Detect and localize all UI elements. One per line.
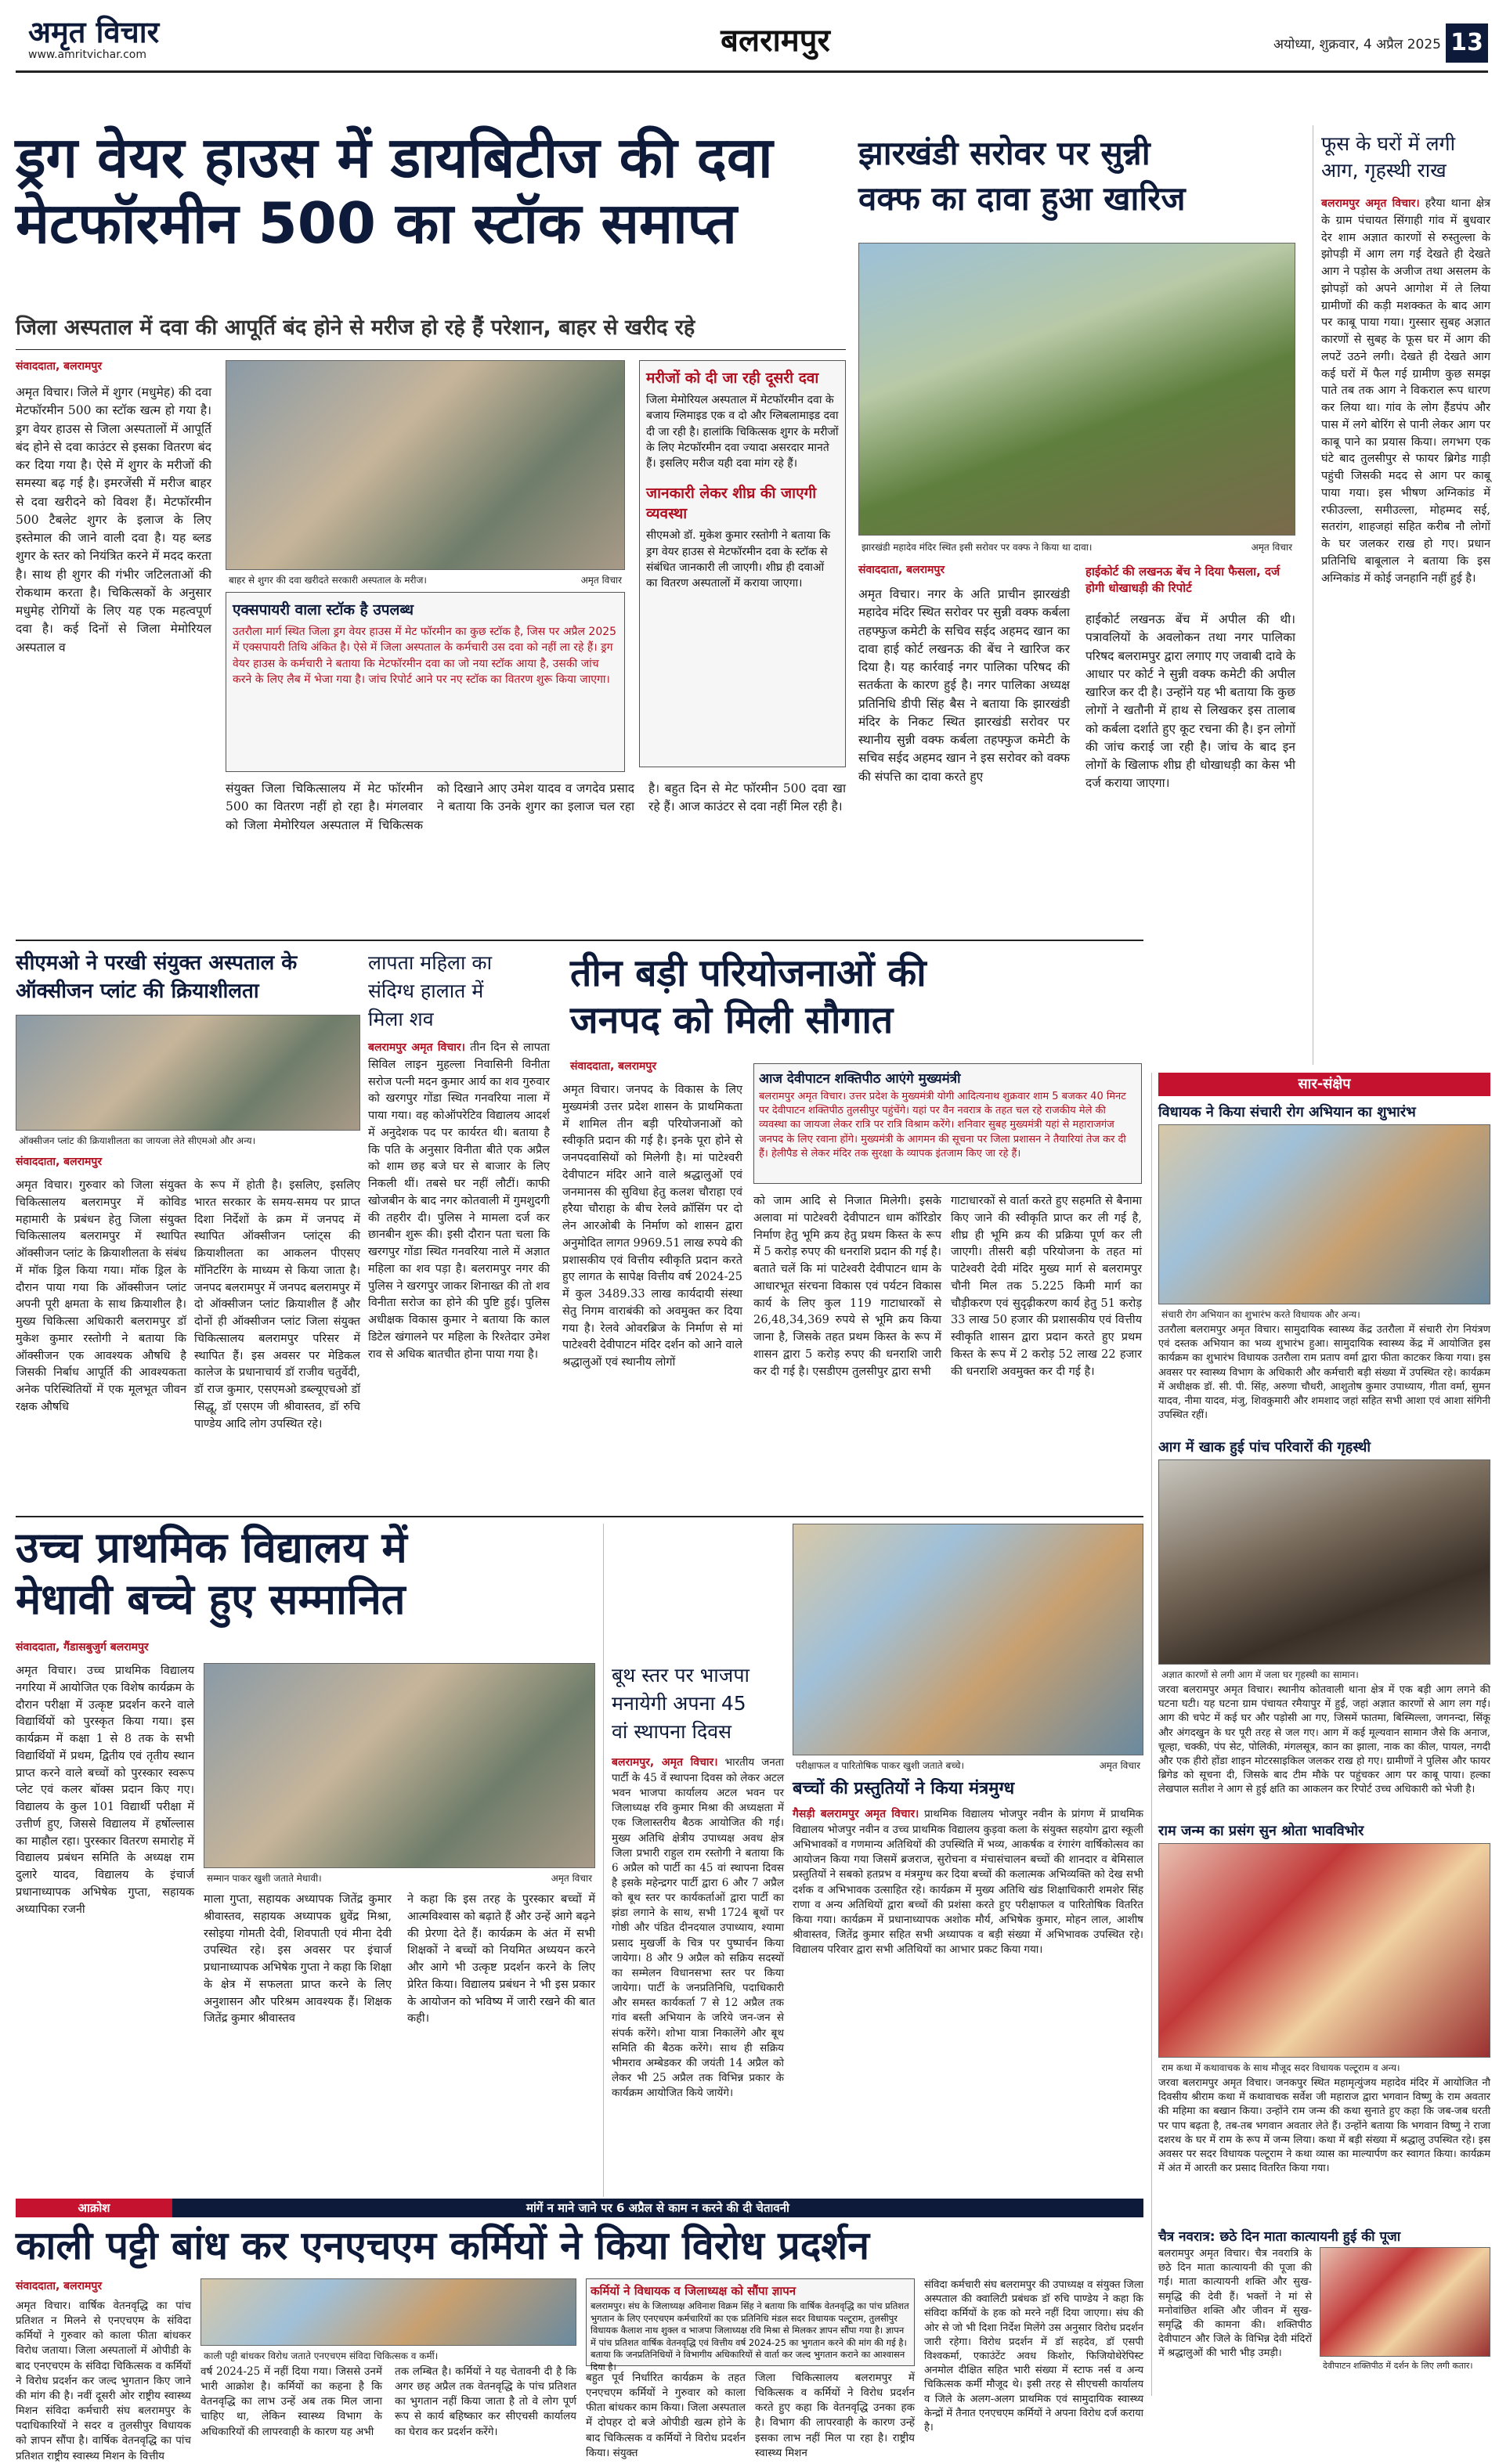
- story-nhm-inset-body: बलरामपुर। संघ के जिलाध्यक्ष अविनाश विक्रम सिंह ने बताया कि वार्षिक वेतनवृद्धि का पांच प्रतिशत भुगतान के लिए एनएचएम कर्मचारियों का एक प्रतिनिधि मंडल सदर विधायक पल्टूराम, तुलसीपुर विधायक कैलाश नाथ शुक्ल व भाजपा जिलाध्यक्ष रवि मिश्रा से मिलकर ज्ञापन सौंपा गया है। ज्ञापन में पांच प्रतिशत वार्षिक वेतनवृद्धि एवं वित्तीय वर्ष 2024-25 का भुगतान करने की मांग की गई है। बताया कि जनप्रतिनिधियों ने विभागीय अधिकारियों से वार्ता कर जल्द भुगतान कराने का आश्वासन दिया है।: [591, 2300, 909, 2372]
- story-school-photo-credit: अमृत विचार: [517, 1870, 595, 1886]
- story-bjp-byline: बलरामपुर, अमृत विचार।: [612, 1756, 718, 1769]
- story-nhm-body-col2: वर्ष 2024-25 में नहीं दिया गया। जिससे उनमें भारी आक्रोश है। कर्मियों का कहना है कि वेतनवृद्धि का लाभ उन्हें अब तक मिल जाना चाहिए था, लेकिन स्वास्थ्य विभाग के अधिकारियों की लापरवाही के कारण यह अभी: [200, 2365, 382, 2438]
- story-children-body-text: प्राथमिक विद्यालय भोजपुर नवीन के प्रांगण में प्राथमिक विद्यालय भोजपुर नवीन व उच्च प्राथमिक विद्यालय कुड़वा कला के संयुक्त सहयोग द्वारा स्कूली अभिभावकों व गणमान्य अतिथियों की उपस्थिति में भव्य, आकर्षक व रंगारंग वार्षिकोत्सव का आयोजन किया गया जिसमें ब्रजराज, सुरोचना व मंचासंचालन बच्चों की शानदार व बेमिसाल प्रस्तुतियों ने सबको हतप्रभ व मंत्रमुग्ध कर दिया बच्चों की कलात्मक अभिव्यक्ति को देख सभी दर्शक व अभिभावक उत्साहित रहे। कार्यक्रम में मुख्य अतिथि खंड शिक्षाधिकारी शमशेर सिंह राणा व अन्य अतिथियों द्वारा बच्चों की प्रशंसा करते हुए परीक्षाफल व पारितोषिक वितरित किया गया। कार्यक्रम में प्रधानाध्यापक अशोक मौर्य, अभिषेक कुमार, मोहन लाल, आशीष श्रीवास्तव, जितेंद्र कुमार सहित सभी अध्यापक व बड़ी संख्या में अभिभावक उपस्थित रहे। विद्यालय परिवार द्वारा सभी अतिथियों का आभार प्रकट किया गया।: [793, 1808, 1144, 1957]
- story-nhm-headline: काली पट्टी बांध कर एनएचएम कर्मियों ने किया विरोध प्रदर्शन: [16, 2223, 870, 2268]
- story-missing-woman-headline-3: मिला शव: [368, 1008, 434, 1030]
- saar-item4-body: बलरामपुर अमृत विचार। चैत्र नवरात्रि के छठे दिन माता कात्यायनी की पूजा की गई। माता कात्यायनी शक्ति और सुख-समृद्धि की देवी हैं। भक्तों ने मां से मनोवांछित शक्ति और जीवन में सुख-समृद्धि की कामना की। शक्तिपीठ देवीपाटन और जिले के विभिन्न देवी मंदिरों में श्रद्धालुओं की भारी भीड़ उमड़ी।: [1158, 2248, 1312, 2360]
- story-bjp: [603, 1524, 783, 2197]
- story-projects-inset-title: आज देवीपाटन शक्तिपीठ आएंगे मुख्यमंत्री: [759, 1071, 961, 1087]
- story-oxygen-body-col2: के रूप में होती है। इसलिए, इसलिए भारत सरकार के समय-समय पर प्राप्त दिशा निर्देशों के क्रम में जनपद में स्थापित ऑक्सीजन प्लांट्स की क्रियाशीलता का आकलन पीएसए मॉनिटरिंग के माध्यम से किया जाता है। जनपद बलरामपुर में जनपद बलरामपुर में दो ऑक्सीजन प्लांट क्रियाशील हैं और दोनों ही ऑक्सीजन प्लांट जिला संयुक्त चिकित्सालय बलरामपुर परिसर में स्थापित हैं। इस अवसर पर मेडिकल कालेज के प्रधानाचार्य डॉ राजीव चतुर्वेदी, डॉ राज कुमार, एसएमओ डब्ल्यूएचओ डॉ सिद्धू, डॉ एसएम जी श्रीवास्तव, डॉ रुचि पाण्डेय आदि लोग उपस्थित रहे।: [194, 1179, 360, 1430]
- story-nhm-body-col1: अमृत विचार। वार्षिक वेतनवृद्धि का पांच प्रतिशत न मिलने से एनएचएम के संविदा कर्मियों ने गुरुवार को काला फीता बांधकर विरोध जताया। जिला अस्पतालों में ओपीडी के बाद एनएचएम के संविदा चिकित्सक व कर्मियों ने विरोध प्रदर्शन कर जल्द भुगतान किए जाने की मांग की है। नवीं दूसरी ओर राष्ट्रीय स्वास्थ्य मिशन संविदा कर्मचारी संघ बलरामपुर के पदाधिकारियों ने सदर व तुलसीपुर विधायक को ज्ञापन सौंपा है। वार्षिक वेतनवृद्धि का पांच प्रतिशत राष्ट्रीय स्वास्थ्य मिशन के वित्तीय: [16, 2300, 191, 2462]
- story-missing-woman-headline-1: लापता महिला का: [368, 951, 493, 974]
- story-sarovar-headline-2: वक्फ का दावा हुआ खारिज: [858, 179, 1186, 218]
- story-metformin-inset-title: एक्सपायरी वाला स्टॉक है उपलब्ध: [233, 601, 414, 619]
- story-children-headline: बच्चों की प्रस्तुतियों ने किया मंत्रमुग्ध: [793, 1779, 1015, 1798]
- story-sarovar-photo-credit: अमृत विचार: [1211, 539, 1295, 555]
- story-school-body-col1: अमृत विचार। उच्च प्राथमिक विद्यालय नगरिया में आयोजित एक विशेष कार्यक्रम के दौरान परीक्षा में उत्कृष्ट प्रदर्शन करने वाले विद्यार्थियों को पुरस्कृत किया गया। इस कार्यक्रम में कक्षा 1 से 8 तक के सभी विद्यार्थियों में प्रथम, द्वितीय एवं तृतीय स्थान प्राप्त करने वाले बच्चों को पुरस्कार स्वरूप प्लेट एवं कलर बॉक्स प्रदान किए गए। विद्यालय के कुल 101 विद्यार्थी परीक्षा में उत्तीर्ण हुए, जिससे विद्यालय में हर्षोल्लास का माहौल रहा। पुरस्कार वितरण समारोह में विद्यालय प्रबंधन समिति के अध्यक्ष राम दुलारे यादव, विद्यालय के इंचार्ज प्रधानाध्यापक अभिषेक गुप्ता, सहायक अध्यापिका रजनी: [16, 1665, 194, 1916]
- story-metformin-body-col1: अमृत विचार। जिले में शुगर (मधुमेह) की दवा मेटफॉरमीन 500 का स्टॉक खत्म हो गया है। ड्रग वेयर हाउस से जिला अस्पतालों में आपूर्ति बंद होने से दवा काउंटर से इसका वितरण बंद कर दिया गया है। ऐसे में शुगर के मरीजों की समस्या बढ़ गई है। इमरजेंसी में मरीज बाहर से दवा खरीदने को विवश हैं। मेटफॉरमीन 500 टैबलेट शुगर के इलाज के लिए इस्तेमाल की जाने वाली दवा है। यह ब्लड शुगर के स्तर को नियंत्रित करने में मदद करता है। साथ ही शुगर की गंभीर जटिलताओं की रोकथाम करता है। चिकित्सकों के अनुसार मधुमेह रोगियों के लिए यह एक महत्वपूर्ण दवा है। कई दिनों से जिला मेमोरियल अस्पताल व: [16, 385, 211, 655]
- story-children: [793, 1524, 1143, 2197]
- story-bjp-headline-1: बूथ स्तर पर भाजपा: [612, 1664, 750, 1687]
- story-metformin-inset: [226, 592, 625, 772]
- saar-item3-photo: [1158, 1843, 1490, 2058]
- story-fire-headline-1: फूस के घरों में लगी: [1321, 132, 1456, 155]
- masthead-dateline: अयोध्या, शुक्रवार, 4 अप्रैल 2025: [1273, 37, 1441, 52]
- story-oxygen-photo-caption: ऑक्सीजन प्लांट की क्रियाशीलता का जायजा लेते सीएमओ और अन्य।: [16, 1132, 360, 1149]
- saar-item1-body: उतरौला बलरामपुर अमृत विचार। सामुदायिक स्वास्थ्य केंद्र उतरौला में संचारी रोग नियंत्रण एवं दस्तक अभियान का भव्य शुभारंभ हुआ। सामुदायिक स्वास्थ्य केंद्र में आयोजित इस कार्यक्रम का शुभारंभ विधायक उतरौला राम प्रताप वर्मा द्वारा फीता काटकर किया गया। इस अवसर पर स्वास्थ्य विभाग के अधिकारी और कर्मचारी बड़ी संख्या में उपस्थित रहे। कार्यक्रम में अधीक्षक डॉ. सी. पी. सिंह, अरुणा चौधरी, आशुतोष कुमार उपाध्याय, गीता वर्मा, सुमन यादव, नीमा यादव, मंजु, शिवकुमारी और शमशाद जहां सहित सभी आशा एवं आशा संगिनी उपस्थित रहीं।: [1158, 1324, 1490, 1422]
- story-school-byline: संवाददाता, गैंडासबुजुर्ग बलरामपुर: [16, 1641, 149, 1654]
- sidebox-cmo-title: जानकारी लेकर शीघ्र की जाएगी व्यवस्था: [646, 485, 817, 523]
- story-sarovar-photo-caption: झारखंडी महादेव मंदिर स्थित इसी सरोवर पर वक्फ ने किया था दावा।: [858, 539, 1203, 555]
- page-number: 13: [1446, 23, 1488, 63]
- story-projects-body-col1: अमृत विचार। जनपद के विकास के लिए मुख्यमंत्री उत्तर प्रदेश शासन के प्राथमिकता में शामिल तीन बड़ी परियोजनाओं को स्वीकृति प्रदान की गई है। इनके पूरा होने से जनपदवासियों को मिलेगी है। मां पाटेश्वरी देवीपाटन मंदिर आने वाले श्रद्धालुओं एवं जनमानस की सुविधा हेतु कलश चौराहा एवं हरैया चौराहा के बीच रेलवे क्रॉसिंग पर दो लेन आरओबी के निर्माण को शासन द्वारा अनुमोदित लागत 9969.51 लाख रुपये की प्रशासकीय एवं वित्तीय स्वीकृति प्रदान करते हुए लागत के सापेक्ष वित्तीय वर्ष 2024-25 में कुल 3489.33 लाख कार्यदायी संस्था सेतु निगम वाराबंकी को अवमुक्त कर दिया गया है। रेलवे ओवरब्रिज के निर्माण से मां पाटेश्वरी देवीपाटन मंदिर दर्शन को आने वाले श्रद्धालुओं एवं स्थानीय लोगों: [562, 1084, 742, 1369]
- story-metformin: [16, 125, 846, 1065]
- saar-sidebar: [1151, 1073, 1490, 2396]
- sidebox-other-medicine-body: जिला मेमोरियल अस्पताल में मेटफॉरमीन दवा के बजाय ग्लिमाइड एक व दो और ग्लिबलामाइड दवा दी जा रही है। हालांकि चिकित्सक शुगर के मरीजों के लिए मेटफॉरमीन दवा ज्यादा असरदार मानते हैं। इसलिए मरीज यही दवा मांग रहे हैं।: [646, 394, 839, 471]
- masthead: [0, 0, 1499, 72]
- saar-item3-caption: राम कथा में कथावाचक के साथ मौजूद सदर विधायक पल्टूराम व अन्य।: [1158, 2059, 1490, 2076]
- saar-item4-photo: [1320, 2247, 1490, 2357]
- story-projects-headline-1: तीन बड़ी परियोजनाओं की: [570, 951, 926, 995]
- story-nhm-inset-title: कर्मियों ने विधायक व जिलाध्यक्ष को सौंपा ज्ञापन: [591, 2284, 796, 2298]
- masthead-edition: बलरामपुर: [721, 22, 830, 59]
- story-projects-headline-2: जनपद को मिली सौगात: [570, 998, 894, 1042]
- story-missing-woman-byline: बलरामपुर अमृत विचार।: [368, 1041, 465, 1054]
- story-bjp-body: [612, 1755, 784, 2178]
- story-projects-inset-body: बलरामपुर अमृत विचार। उत्तर प्रदेश के मुख्यमंत्री योगी आदित्यनाथ शुक्रवार शाम 5 बजकर 40 मिनट पर देवीपाटन शक्तिपीठ तुलसीपुर पहुंचेंगे। यहां पर वैन नवरात्र के तहत चल रहे राजकीय मेले की व्यवस्था का जायजा लेकर रात्रि पर रात्रि विश्राम करेंगे। शनिवार सुबह मुख्यमंत्री यहां से महाराजगंज जनपद के लिए रवाना होंगे। मुख्यमंत्री के आगमन की सूचना पर जिला प्रशासन ने तैयारियां तेज कर दी हैं। हेलीपैड से लेकर मंदिर तक सुरक्षा के व्यापक इंतजाम किए जा रहे हैं।: [759, 1091, 1126, 1160]
- story-children-photo-credit: अमृत विचार: [1067, 1757, 1143, 1773]
- story-missing-woman: [368, 949, 550, 1513]
- story-oxygen-headline-1: सीएमओ ने परखी संयुक्त अस्पताल के: [16, 951, 298, 975]
- aakrosh-tag: आक्रोश: [16, 2199, 172, 2217]
- saar-item3-title: राम जन्म का प्रसंग सुन श्रोता भावविभोर: [1158, 1823, 1364, 1839]
- story-fire-byline: बलरामपुर अमृत विचार।: [1321, 197, 1420, 210]
- story-school-photo: [204, 1663, 595, 1868]
- story-sarovar-inset-title: हाईकोर्ट की लखनऊ बेंच ने दिया फैसला, दर्ज होगी धोखाधड़ी की रिपोर्ट: [1085, 565, 1280, 595]
- story-metformin-byline: संवाददाता, बलरामपुर: [16, 360, 103, 373]
- story-metformin-headline-2: मेटफॉरमीन 500 का स्टॉक समाप्त: [16, 190, 737, 256]
- story-school-headline-1: उच्च प्राथमिक विद्यालय में: [16, 1523, 407, 1572]
- story-sarovar-photo: [858, 243, 1295, 536]
- story-children-photo-caption: परीक्षाफल व पारितोषिक पाकर खुशी जताते बच्चे।: [793, 1757, 1059, 1773]
- saar-item4-caption: देवीपाटन शक्तिपीठ में दर्शन के लिए लगी कतार।: [1320, 2358, 1490, 2373]
- story-nhm-body-col6: संविदा कर्मचारी संघ बलरामपुर की उपाध्यक्ष व संयुक्त जिला अस्पताल की क्वालिटी प्रबंधक डॉ रुचि पाण्डेय ने कहा कि संविदा कर्मियों के हक को मरने नहीं दिया जाएगा। संघ की ओर से जो भी दिशा निर्देश मिलेंगे उस अनुसार विरोध प्रदर्शन जारी रहेगा। विरोध प्रदर्शन में डॉ सहदेव, डॉ एसपी विश्वकर्मा, एकाउंटेंट अवध किशोर, फिजियोथेरेपिस्ट अनमोल दीक्षित सहित भारी संख्या में स्टाफ नर्स व अन्य चिकित्सक कर्मी मौजूद थे। इसी तरह से सीएचसी कार्यालय व जिले के अलग-अलग प्राथमिक एवं सामुदायिक स्वास्थ्य केन्द्रों में तैनात एनएचएम कर्मियों ने अपना विरोध दर्ज कराया है।: [924, 2279, 1143, 2433]
- story-metformin-headline-1: ड्रग वेयर हाउस में डायबिटीज की दवा: [16, 124, 773, 190]
- story-projects-byline: संवाददाता, बलरामपुर: [570, 1060, 657, 1073]
- story-metformin-rule: [16, 349, 846, 350]
- story-nhm-photo-caption: काली पट्टी बांधकर विरोध जताते एनएचएम संविदा चिकित्सक व कर्मी।: [200, 2347, 576, 2364]
- saar-header: सार-संक्षेप: [1158, 1073, 1490, 1096]
- saar-item2-title: आग में खाक हुई पांच परिवारों की गृहस्थी: [1158, 1439, 1371, 1456]
- story-school-photo-caption: सम्मान पाकर खुशी जताते मेधावी।: [204, 1870, 501, 1886]
- story-metformin-photo: [226, 360, 625, 570]
- story-children-photo: [793, 1524, 1143, 1755]
- story-oxygen-headline-2: ऑक्सीजन प्लांट की क्रियाशीलता: [16, 979, 259, 1003]
- story-metformin-body-bottom: संयुक्त जिला चिकित्सालय में मेट फॉरमीन 500 का वितरण नहीं हो रहा है। मंगलवार को जिला मेमोरियल अस्पताल में चिकित्सक को दिखाने आए उमेश यादव व जगदेव प्रसाद ने बताया कि उनके शुगर का इलाज चल रहा है। बहुत दिन से मेट फॉरमीन 500 दवा खा रहे हैं। आज काउंटर से दवा नहीं मिल रही है।: [226, 781, 846, 832]
- story-oxygen: [16, 949, 360, 1513]
- sidebox-other-medicine-title: मरीजों को दी जा रही दूसरी दवा: [646, 370, 819, 387]
- story-bjp-headline-2: मनायेगी अपना 45: [612, 1692, 746, 1715]
- saar-item1-photo: [1158, 1124, 1490, 1304]
- story-nhm-byline: संवाददाता, बलरामपुर: [16, 2280, 103, 2293]
- story-oxygen-body-col1: अमृत विचार। गुरुवार को जिला संयुक्त चिकित्सालय बलरामपुर में कोविड महामारी के प्रबंधन हेतु जिला संयुक्त चिकित्सालय बलरामपुर में स्थापित ऑक्सीजन प्लांट के क्रियाशीलता के संबंध में मॉक ड्रिल किया गया। मॉक ड्रिल के दौरान पाया गया कि ऑक्सीजन प्लांट अपनी पूरी क्षमता के साथ क्रियाशील है। मुख्य चिकित्सा अधिकारी बलरामपुर डॉ मुकेश कुमार रस्तोगी ने बताया कि ऑक्सीजन एक आवश्यक औषधि है जिसकी निर्बाध आपूर्ति की आवश्यकता अनेक परिस्थितियों में एक मूलभूत जीवन रक्षक औषधि: [16, 1179, 186, 1413]
- aakrosh-strap: मांगें न माने जाने पर 6 अप्रैल से काम न करने की दी चेतावनी: [526, 2201, 789, 2215]
- story-fire-body: [1321, 196, 1490, 930]
- story-sarovar: [858, 125, 1295, 1065]
- section-rule-2: [16, 1516, 1143, 1517]
- story-nhm-body-col3: तक लम्बित है। कर्मियों ने यह चेतावनी दी है कि अगर छह अप्रैल तक वेतनवृद्धि के पांच प्रतिशत का भुगतान नहीं किया जाता है तो वे लोग पूर्ण रूप से कार्य बहिष्कार कर सीएचसी कार्यालय का घेराव कर प्रदर्शन करेंगे।: [395, 2365, 576, 2438]
- story-missing-woman-body-text: तीन दिन से लापता सिविल लाइन मुहल्ला निवासिनी विनीता सरोज पत्नी मदन कुमार आर्य का शव गुरुवार को खरगपुर गोंडा स्थित गनवरिया नाला में पाया गया। वह कोऑपरेटिव विद्यालय आदर्श में अनुदेशक पद पर कार्यरत थी। बताया है कि पति के अनुसार विनीता बीते एक अप्रैल को शाम छह बजे घर से बाजार के लिए निकली थीं। तबसे घर नहीं लौटीं। काफी खोजबीन के बाद नगर कोतवाली में गुमशुदगी की तहरीर दी। पुलिस ने मामला दर्ज कर छानबीन शुरू की। इसी दौरान पता चला कि खरगपुर गोंडा स्थित गनवरिया नाले में अज्ञात महिला का शव पड़ा है। बलरामपुर नगर की पुलिस ने खरगपुर जाकर शिनाख्त की तो शव विनीता सरोज का होने की पुष्टि हुई। पुलिस अधीक्षक विकास कुमार ने बताया कि काल डिटेल खंगालने पर महिला के रिश्तेदार उमेश राव से अधिक बातचीत होना पाया गया है।: [368, 1041, 550, 1361]
- story-fire: [1313, 125, 1490, 1065]
- masthead-rule: [16, 70, 1488, 73]
- story-projects: [562, 949, 1142, 1513]
- story-nhm-body-col5: जिला चिकित्सालय बलरामपुर में चिकित्सक व कर्मियों ने विरोध प्रदर्शन करते हुए कहा कि वेतनवृद्धि उनका हक है। विभाग की लापरवाही के कारण उन्हें इसका लाभ नहीं मिल पा रहा है। राष्ट्रीय स्वास्थ्य मिशन: [755, 2372, 915, 2459]
- story-fire-body-text: हरैया थाना क्षेत्र के ग्राम पंचायत सिंगाही गांव में बुधवार देर शाम अज्ञात कारणों से रुस्तुल्ला के झोपड़ी में आग लग गई देखते ही देखते आग ने पड़ोस के अजीज तथा असलम के झोपड़ों को अपने आगोश में ले लिया ग्रामीणों की कड़ी मशक्कत के बाद आग पर काबू पाया गया। गुस्सार सुबह अज्ञात कारणों से सुबह के फूस घर में आग की लपटें उठने लगी। देखते ही देखते आग कई घरों में फैल गई ग्रामीण कुछ समझ पाते तब तक आग ने विकराल रूप धारण कर लिया था। गांव के लोग हैंडपंप और पास में लगे बोरिंग से पानी लेकर आग पर काबू पाने का प्रयास किया। लगभग एक घंटे बाद तुलसीपुर से फायर ब्रिगेड गाड़ी पहुंची जिसकी मदद से आग पर काबू पाया गया। इस भीषण अग्निकांड में रफीउल्ला, समीउल्ला, मोहम्मद सई, सतरांग, शाहजहां सहित करीब नौ लोगों के घर जलकर राख हो गए। प्रधान प्रतिनिधि बाबूलाल ने बताया कि इस अग्निकांड में कोई जनहानि नहीं हुई है।: [1321, 197, 1490, 585]
- saar-item1-caption: संचारी रोग अभियान का शुभारंभ करते विधायक और अन्य।: [1158, 1306, 1490, 1322]
- story-oxygen-byline: संवाददाता, बलरामपुर: [16, 1156, 103, 1168]
- story-projects-body-col2: को जाम आदि से निजात मिलेगी। इसके अलावा मां पाटेश्वरी देवीपाटन धाम कॉरिडोर निर्माण हेतु भूमि क्रय हेतु प्रथम किस्त के रूप में 5 करोड़ रुपए की धनराशि प्रदान की गई है। बताते चलें कि मां पाटेश्वरी देवीपाटन धाम के आधारभूत संरचना विकास एवं पर्यटन विकास कार्य के लिए कुल 119 गाटाधारकों से 26,48,34,369 रुपये से भूमि क्रय किया जाना है, जिसके तहत प्रथम किस्त के रूप में शासन द्वारा 5 करोड़ रुपए की धनराशि जारी कर दी गई है। एसडीएम तुलसीपुर द्वारा सभी: [753, 1195, 941, 1378]
- aakrosh-strip: [16, 2199, 1143, 2217]
- story-school-headline-2: मेधावी बच्चे हुए सम्मानित: [16, 1575, 406, 1624]
- story-fire-headline-2: आग, गृहस्थी राख: [1321, 159, 1447, 182]
- story-metformin-subhead: जिला अस्पताल में दवा की आपूर्ति बंद होने से मरीज हो रहे हैं परेशान, बाहर से खरीद रहे: [16, 316, 695, 340]
- story-oxygen-photo: [16, 1015, 360, 1131]
- story-nhm-inset: [586, 2278, 915, 2372]
- story-sarovar-body-col1: अमृत विचार। नगर के अति प्राचीन झारखंडी महादेव मंदिर स्थित सरोवर पर सुन्नी वक्फ कर्बला तहफ्फुज कमेटी के सचिव सईद अहमद खान का दावा हाई कोर्ट लखनऊ की बेंच ने खारिज कर दिया है। यह कार्रवाई नगर पालिका परिषद की सतर्कता के कारण हुई है। नगर पालिका अध्यक्ष प्रतिनिधि डीपी सिंह बैस ने बताया कि झारखंडी मंदिर के निकट स्थित झारखंडी सरोवर पर स्थानीय सुन्नी वक्फ कर्बला तहफ्फुज कमेटी के सचिव सईद अहमद खान ने इस सरोवर को वक्फ की संपत्ति का दावा करते हुए: [858, 587, 1070, 784]
- saar-item2-caption: अज्ञात कारणों से लगी आग में जला घर गृहस्थी का सामान।: [1158, 1666, 1490, 1683]
- story-bjp-headline-3: वां स्थापना दिवस: [612, 1720, 732, 1743]
- masthead-website[interactable]: www.amritvichar.com: [28, 49, 147, 61]
- story-nhm: [16, 2220, 1143, 2462]
- saar-item1-title: विधायक ने किया संचारी रोग अभियान का शुभारंभ: [1158, 1104, 1416, 1120]
- story-missing-woman-body: [368, 1040, 550, 1491]
- story-metformin-photo-caption: बाहर से शुगर की दवा खरीदते सरकारी अस्पताल के मरीज।: [226, 572, 523, 588]
- story-bjp-body-text: भारतीय जनता पार्टी के 45 वें स्थापना दिवस को लेकर अटल भवन भाजपा कार्यालय अटल भवन पर जिलाध्यक्ष रवि कुमार मिश्रा की अध्यक्षता में एक जिलास्तरीय बैठक आयोजित की गई। मुख्य अतिथि क्षेत्रीय उपाध्यक्ष अवध क्षेत्र जिला प्रभारी राहुल राम रस्तोगी ने बताया कि 6 अप्रैल को पार्टी का 45 वां स्थापना दिवस है इसके महेन्द्रगर पार्टी द्वारा 6 और 7 अप्रैल को बूथ स्तर पर कार्यकर्ताओं द्वारा पार्टी का झंडा लगाने के साथ, सभी 1724 बूथों पर गोष्ठी और पंडित दीनदयाल उपाध्याय, श्यामा प्रसाद मुखर्जी के चित्र पर पुष्पार्चन किया जायेगा। 8 और 9 अप्रैल को सक्रिय सदस्यों का सम्मेलन विधानसभा स्तर पर किया जायेगा। पार्टी के जनप्रतिनिधि, पदाधिकारी और समस्त कार्यकर्ता 7 से 12 अप्रैल तक गांव बस्ती अभियान के जरिये जन-जन से संपर्क करेंगे। शोभा यात्रा निकालेंगे और बूथ समिति की बैठक करेंगे। साथ ही सक्रिय भीमराव अम्बेडकर की जयंती 14 अप्रैल को लेकर भी 25 अप्रैल तक विभिन्न प्रकार के कार्यक्रम आयोजित किये जायेंगे।: [612, 1756, 784, 2100]
- story-metformin-sidebox: [639, 360, 846, 767]
- story-children-byline: गैसड़ी बलरामपुर अमृत विचार।: [793, 1808, 919, 1820]
- story-sarovar-headline-1: झारखंडी सरोवर पर सुन्नी: [858, 134, 1150, 172]
- story-school-body-col2: माला गुप्ता, सहायक अध्यापक जितेंद्र कुमार श्रीवास्तव, सहायक अध्यापक ध्रुवेंद्र मिश्रा, रसोइया गोमती देवी, शिवपाती एवं मीना देवी उपस्थित रहे। इस अवसर पर इंचार्ज प्रधानाध्यापक अभिषेक गुप्ता ने कहा कि शिक्षा के क्षेत्र में सफलता प्राप्त करने के लिए अनुशासन और परिश्रम आवश्यक हैं। शिक्षक जितेंद्र कुमार श्रीवास्तव: [204, 1893, 392, 2026]
- story-sarovar-byline: संवाददाता, बलरामपुर: [858, 564, 945, 576]
- saar-item2-photo: [1158, 1459, 1490, 1665]
- story-metformin-photo-credit: अमृत विचार: [556, 572, 625, 588]
- sidebox-cmo-body: सीएमओ डॉ. मुकेश कुमार रस्तोगी ने बताया कि ड्रग वेयर हाउस से मेटफॉरमीन दवा के स्टॉक से संबंधित जानकारी ली जाएगी। शीघ्र ही दवाओं का वितरण अस्पतालों में कराया जाएगा।: [646, 529, 831, 590]
- story-missing-woman-headline-2: संदिग्ध हालात में: [368, 979, 484, 1002]
- masthead-brand: अमृत विचार: [28, 14, 160, 49]
- saar-item4-title: चैत्र नवरात्र: छठे दिन माता कात्यायनी हुई की पूजा: [1158, 2229, 1401, 2245]
- saar-item2-body: जरवा बलरामपुर अमृत विचार। स्थानीय कोतवाली थाना क्षेत्र में एक बड़ी आग लगने की घटना घटी। यह घटना ग्राम पंचायत रमैयापुर में हुई, जहां अज्ञात कारणों से आग लग गई। आग की चपेट में कई घर और पड़ोसी आ गए, जिसमें फातमा, बिस्मिल्ला, जगनन्दा, सिंकू और अंगदखुन के घर पूरी तरह से जल गए। आग में कई मूल्यवान सामान जैसे कि अनाज, चूल्हा, चक्की, पंप सेट, पोलिकी, मंगलसूत्र, कान का झाला, नाक का कील, पायल, नगदी और एक हीरो होंडा शाइन मोटरसाइकिल जलकर राख हो गए। ग्रामीणों ने पुलिस और फायर ब्रिगेड को सूचना दी, जिसके बाद टीम मौके पर पहुंचकर आग पर काबू पाया। हल्का लेखपाल सतीश ने आग से हुई क्षति का आकलन कर रिपोर्ट उच्च अधिकारी को भेजी है।: [1158, 1684, 1490, 1796]
- story-nhm-photo: [200, 2278, 576, 2346]
- story-nhm-body-col4: बहुत पूर्व निर्धारित कार्यक्रम के तहत एनएचएम कर्मियों ने गुरुवार को काला फीता बांधकर काम किया। जिला अस्पताल में दोपहर दो बजे ओपीडी खत्म होने के बाद चिकित्सक व कर्मियों ने विरोध प्रदर्शन किया। संयुक्त: [586, 2372, 746, 2459]
- section-rule-1: [16, 940, 1143, 941]
- story-metformin-inset-body: उतरौला मार्ग स्थित जिला ड्रग वेयर हाउस में मेट फॉरमीन का कुछ स्टॉक है, जिस पर अप्रैल 2025 में एक्सपायरी तिथि अंकित है। ऐसे में जिला अस्पताल के कर्मचारी उस दवा को नहीं ला रहे हैं। ड्रग वेयर हाउस के कर्मचारी ने बताया कि मेटफॉरमीन दवा का जो नया स्टॉक आया है, उसकी जांच करने के लिए लैब में भेजा गया है। जांच रिपोर्ट आने पर नए स्टॉक का वितरण शुरू किया जाएगा।: [233, 626, 617, 686]
- story-projects-body-col3: गाटाधारकों से वार्ता करते हुए सहमति से बैनामा किए जाने की स्वीकृति प्राप्त कर ली गई है, शीघ्र ही भूमि क्रय की प्रक्रिया पूर्ण कर ली जाएगी। तीसरी बड़ी परियोजना के तहत मां पाटेश्वरी देवी मंदिर मुख्य मार्ग से बलरामपुर चौनी मिल तक 5.225 किमी मार्ग का चौड़ीकरण एवं सुदृढ़ीकरण कार्य हेतु 51 करोड़ 33 लाख 50 हजार की प्रशासकीय एवं वित्तीय स्वीकृति शासन द्वारा प्रदान करते हुए प्रथम किस्त के रूप में 2 करोड़ 52 लाख 22 हजार की धनराशि अवमुक्त कर दी गई है।: [951, 1195, 1142, 1378]
- story-children-body: [793, 1807, 1143, 2183]
- story-school-body-col3: ने कहा कि इस तरह के पुरस्कार बच्चों में आत्मविश्वास को बढ़ाते हैं और उन्हें आगे बढ़ने की प्रेरणा देते हैं। कार्यक्रम के अंत में सभी शिक्षकों ने बच्चों को नियमित अध्ययन करने और आगे भी उत्कृष्ट प्रदर्शन करने के लिए प्रेरित किया। विद्यालय प्रबंधन ने भी इस प्रकार के आयोजन को भविष्य में जारी रखने की बात कही।: [407, 1893, 595, 2026]
- story-projects-inset: [753, 1063, 1142, 1184]
- story-sarovar-body-col2: हाईकोर्ट लखनऊ बेंच में अपील की थी। पत्रावलियों के अवलोकन तथा नगर पालिका परिषद बलरामपुर द्वारा लगाए गए जवाबी दावे के आधार पर कोर्ट ने सुन्नी वक्फ कमेटी की अपील खारिज कर दी है। उन्होंने यह भी बताया कि कुछ लोगों ने खतौनी में हाथ से लिखकर इस तालाब को कर्बला दर्शाते हुए कूट रचना की है। इन लोगों की जांच कराई जा रही है। जांच के बाद इन लोगों के खिलाफ शीघ्र ही धोखाधड़ी का केस भी दर्ज कराया जाएगा।: [1085, 612, 1295, 791]
- saar-item3-body: जरवा बलरामपुर अमृत विचार। जनकपुर स्थित महामृत्युंजय महादेव मंदिर में आयोजित नौ दिवसीय श्रीराम कथा में कथावाचक सर्वेश जी महाराज द्वारा भगवान विष्णु के राम अवतार की महिमा का बखान किया। उन्होंने राम जन्म की कथा सुनाते हुए कहा कि जब-जब धरती पर पाप बढ़ता है, तब-तब भगवान अवतार लेते हैं। उन्होंने बताया कि भगवान विष्णु ने राजा दशरथ के घर में राम के रूप में जन्म लिया। कथा में बड़ी संख्या में श्रद्धालु उपस्थित रहे। इस अवसर पर सदर विधायक पल्टूराम ने कथा व्यास का माल्यार्पण कर स्वागत किया। कार्यक्रम में अंत में आरती कर प्रसाद वितरित किया गया।: [1158, 2077, 1490, 2175]
